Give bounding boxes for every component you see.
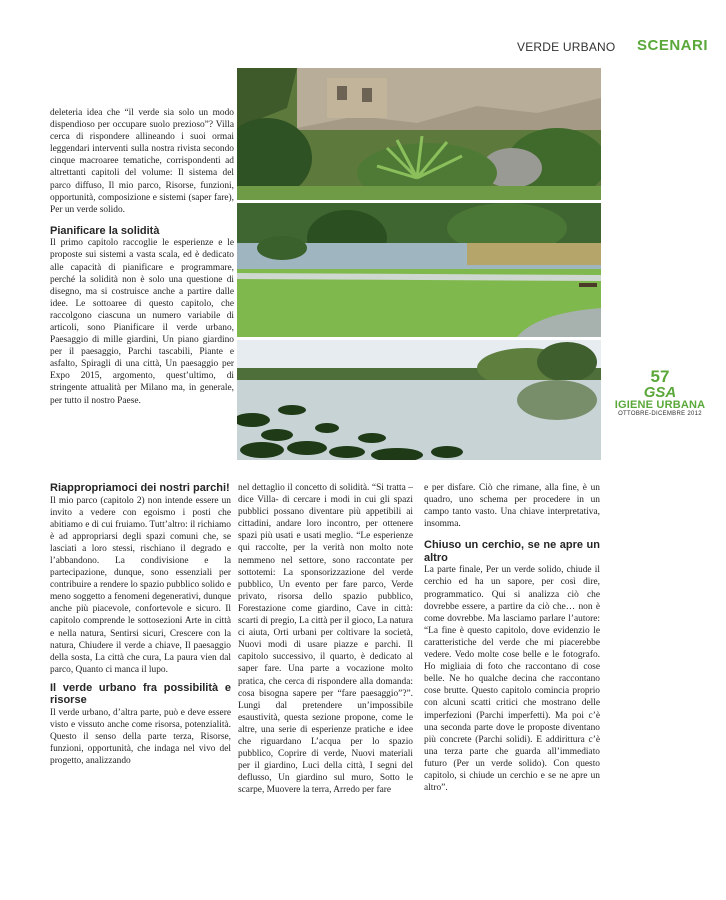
column-3 [424, 482, 600, 794]
publication-name: IGIENE URBANA [614, 399, 706, 411]
running-header-section: VERDE URBANO [517, 40, 616, 54]
section-heading: Riappropriamoci dei nostri parchi! [50, 482, 230, 494]
paragraph: Il verde urbano, d’altra parte, può e deve essere visto e vissuto anche come risorsa, potenzialità. Questo il senso della parte terza, Risorse, funzioni, opportunità, che indaga nel vivo del progetto, analizzando [50, 707, 231, 767]
photo-lake-park [237, 203, 601, 337]
section-heading: Pianificare la solidità [50, 224, 160, 237]
column-2 [238, 482, 413, 796]
column-1-top [50, 107, 234, 407]
issue-date: OTTOBRE-DICEMBRE 2012 [618, 411, 702, 417]
paragraph: e per disfare. Ciò che rimane, alla fine, è un quadro, uno schema per procedere in un campo tanto vasto. Una chiave interpretativa, insomma. [424, 483, 600, 530]
photo-lakeside-leaves [237, 340, 601, 460]
section-heading: Chiuso un cerchio, se ne apre un altro [424, 539, 600, 564]
column-1-bottom [50, 482, 231, 767]
photo-cliff-garden [237, 68, 601, 200]
paragraph: La parte finale, Per un verde solido, chiude il cerchio ed ha un sapore, per così dire, programmatico. Qui si analizza ciò che dovrebbe essere, a partire da ciò che… non è come dovrebbe. Ma lasciamo parlare l’autore: “La fine è questo capitolo, dove evidenzio le caratteristiche del verde che mi piacerebbe vedere. Vedo molte cose belle e le fotografo. Ho migliaia di foto che raccontano di cose belle. Ne ho qualche decina che raccontano cose brutte. Questo capitolo comincia proprio con alcuni scatti critici che mostrano delle imperfezioni (Parchi imperfetti). Ma poi c’è una seconda parte dove le proposte diventano più concrete (Parchi solidi). E addirittura c’è una terza parte che guarda all’immediato futuro (Per un verde solido). Con questo capitolo, si chiude un cerchio e se ne apre un altro”. [424, 565, 600, 794]
paragraph: deleteria idea che “il verde sia solo un modo dispendioso per occupare suolo prezioso”? Villa cerca di rispondere allineando i suoi ormai leggendari interventi sulla nostra rivista secondo cinque macroaree tematiche, corrispondenti ad altrettanti capitoli del volume: Il sistema del parco diffuso, Il mio parco, Risorse, funzioni, opportunità, composizione e sistemi (saper fare), Per un verde solido. [50, 108, 234, 215]
paragraph: Il mio parco (capitolo 2) non intende essere un invito a vedere con egoismo i posti che abitiamo e di cui fruiamo. Tutt’altro: il richiamo è ad appropriarsi degli spazi comuni che, se lasciati a loro stessi, rischiano il degrado e l’abbandono. La condivisione e la partecipazione, dunque, sono essenziali per contribuire a rendere lo spazio pubblico solido e meno soggetto a fenomeni degenerativi, dunque anche più piacevole, confortevole e sicuro. Il capitolo comprende le sottosezioni Arte in città e nella natura, Sentirsi sicuri, Crescere con la natura, Chiudere il verde a chiave, Il paesaggio della sosta, La città che cura, La paura vien dal parco, Quanto ci manca il lupo. [50, 495, 231, 675]
page-number: 57 [650, 367, 670, 386]
paragraph: nel dettaglio il concetto di solidità. “Si tratta –dice Villa- di cercare i modi in cui gli spazi pubblici possano diventare più appetibili ai cittadini, andare loro incontro, per ottenere spazi più usati e usati meglio. “Le esperienze qui raccolte, per la verità non molto note nemmeno nel settore, sono raccontate per sottotemi: La sponsorizzazione del verde pubblico, Un evento per fare parco, Verde privato, risorsa dello spazio pubblico, Forestazione come giardino, Cave in città: scarti di pregio, La città per il gioco, La natura ci aiuta, Orti urbani per coltivare la società, Nuovi modi di usare piazze e parchi. Il capitolo successivo, il quarto, è dedicato al saper fare. Una parte a vocazione molto pratica, che cerca di rispondere alla domanda: cosa bisogna sapere per “fare paesaggio”?”. Lungi dal pretendere un’impossibile esaustività, questa sezione propone, come le altre, una serie di esperienze pratiche e idee che riguardano L’acqua per lo spazio pubblico, Coprire di verde, Nuovi materiali per il giardino, Luci della città, I segni del deflusso, Un giardino sul muro, Sotto le scarpe, Muovere la terra, Arredo per fare [238, 483, 413, 796]
running-header-brand: SCENARI [637, 37, 709, 54]
page-info [605, 368, 715, 417]
paragraph: Il primo capitolo raccoglie le esperienze e le proposte sui sistemi a vasta scala, ed è dedicato alle capacità di pianificare e programmare, perché la solidità non è solo una questione di disegno, ma si costruisce anche a partire dalle idee. Le sottoaree di questo capitolo, che raccolgono ciascuna un numero variabile di articoli, sono Pianificare il verde urbano, Paesaggio di mille giardini, Un piano giardino per il paesaggio, Parchi tascabili, Piante e asfalto, Spiragli di una città, Un paesaggio per Expo 2015, argomento, quest’ultimo, di stringente attualità per Milano ma, in generale, per tutto il nostro Paese. [50, 238, 234, 406]
magazine-logo: GSA [643, 384, 677, 401]
section-heading: Il verde urbano fra possibilità e risorse [50, 681, 231, 707]
